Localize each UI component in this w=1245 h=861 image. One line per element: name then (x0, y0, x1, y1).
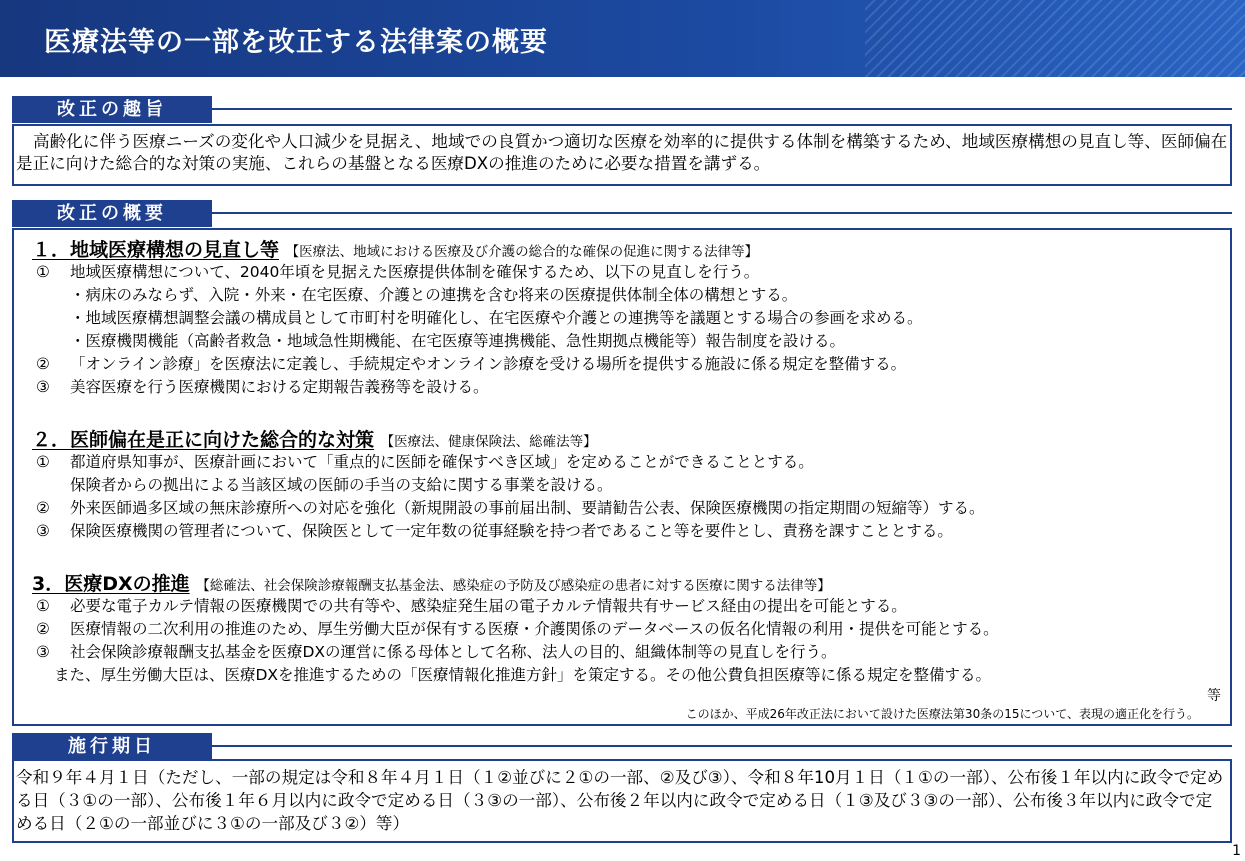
s3-item-2: ② 医療情報の二次利用の推進のため、厚生労働大臣が保有する医療・介護関係のデータベースの仮名化情報の利用・提供を可能とする。 (36, 620, 999, 638)
etc-label: 等 (1207, 688, 1221, 704)
s3-item-1: ① 必要な電子カルテ情報の医療機関での共有等や、感染症発生届の電子カルテ情報共有サービス経由の提出を可能とする。 (36, 597, 907, 615)
s2-item-1: ① 都道府県知事が、医療計画において「重点的に医師を確保すべき区域」を定めることができることとする。 (36, 453, 814, 471)
s1-subitem-1: ・病床のみならず、入院・外来・在宅医療、介護との連携を含む将来の医療提供体制全体の構想とする。 (70, 286, 798, 304)
section3-title: 3．医療DXの推進 (32, 573, 190, 595)
s1-subitem-3: ・医療機関機能（高齢者救急・地域急性期機能、在宅医療等連携機能、急性期拠点機能等）報告制度を設ける。 (70, 332, 846, 350)
s1-subitem-2: ・地域医療構想調整会議の構成員として市町村を明確化し、在宅医療や介護との連携等を議題とする場合の参画を求める。 (70, 309, 923, 327)
section1-heading (32, 235, 758, 262)
overview-tab: 改正の概要 (12, 200, 212, 227)
s1-item-2: ② 「オンライン診療」を医療法に定義し、手続規定やオンライン診療を受ける場所を提供する施設に係る規定を整備する。 (36, 355, 907, 373)
section3-heading (32, 569, 831, 596)
section1-title: １．地域医療構想の見直し等 (32, 239, 280, 261)
s3-extra: また、厚生労働大臣は、医療DXを推進するための「医療情報化推進方針」を策定する。その他公費負担医療等に係る規定を整備する。 (54, 666, 992, 684)
s1-item-3: ③ 美容医療を行う医療機関における定期報告義務等を設ける。 (36, 378, 489, 396)
page-title: 医療法等の一部を改正する法律案の概要 (44, 27, 548, 58)
purpose-tab: 改正の趣旨 (12, 96, 212, 123)
section3-law: 【総確法、社会保険診療報酬支払基金法、感染症の予防及び感染症の患者に対する医療に関する法律等】 (196, 578, 831, 594)
effective-tab-line (212, 745, 1232, 747)
s2-item-1-cont: 保険者からの拠出による当該区域の医師の手当の支給に関する事業を設ける。 (70, 476, 613, 494)
footnote: このほか、平成26年改正法において設けた医療法第30条の15について、表現の適正化を行う。 (685, 707, 1199, 721)
section2-law: 【医療法、健康保険法、総確法等】 (380, 434, 597, 450)
s2-item-2: ② 外来医師過多区域の無床診療所への対応を強化（新規開設の事前届出制、要請勧告公表、保険医療機関の指定期間の短縮等）する。 (36, 499, 985, 517)
s1-item-1: ① 地域医療構想について、2040年頃を見据えた医療提供体制を確保するため、以下の見直しを行う。 (36, 263, 760, 281)
page-header (0, 0, 1245, 77)
section1-law: 【医療法、地域における医療及び介護の総合的な確保の促進に関する法律等】 (285, 244, 759, 260)
page-number: 1 (1232, 843, 1241, 859)
section2-title: ２．医師偏在是正に向けた総合的な対策 (32, 429, 375, 451)
s2-item-3: ③ 保険医療機関の管理者について、保険医として一定年数の従事経験を持つ者であること等を要件とし、責務を課すこととする。 (36, 522, 953, 540)
purpose-text: 高齢化に伴う医療ニーズの変化や人口減少を見据え、地域での良質かつ適切な医療を効率的に提供する体制を構築するため、地域医療構想の見直し等、医師偏在是正に向けた総合的な対策の実施、これらの基盤となる医療DXの推進のために必要な措置を講ずる。 (16, 132, 1228, 173)
purpose-tab-line (212, 108, 1232, 110)
effective-tab: 施行期日 (12, 733, 212, 760)
header-decoration (865, 0, 1245, 77)
section2-heading (32, 425, 597, 452)
effective-text: 令和９年４月１日（ただし、一部の規定は令和８年４月１日（１②並びに２①の一部、②及び③）、令和８年10月１日（１①の一部）、公布後１年以内に政令で定める日（３①の一部）、公布後１年６月以内に政令で定める日（３③の一部）、公布後２年以内に政令で定める日（１③及び３③の一部）、公布後３年以内に政令で定める日（２①の一部並びに３①の一部及び３②）等） (16, 768, 1224, 833)
s3-item-3: ③ 社会保険診療報酬支払基金を医療DXの運営に係る母体として名称、法人の目的、組織体制等の見直しを行う。 (36, 643, 837, 661)
overview-tab-line (212, 212, 1232, 214)
